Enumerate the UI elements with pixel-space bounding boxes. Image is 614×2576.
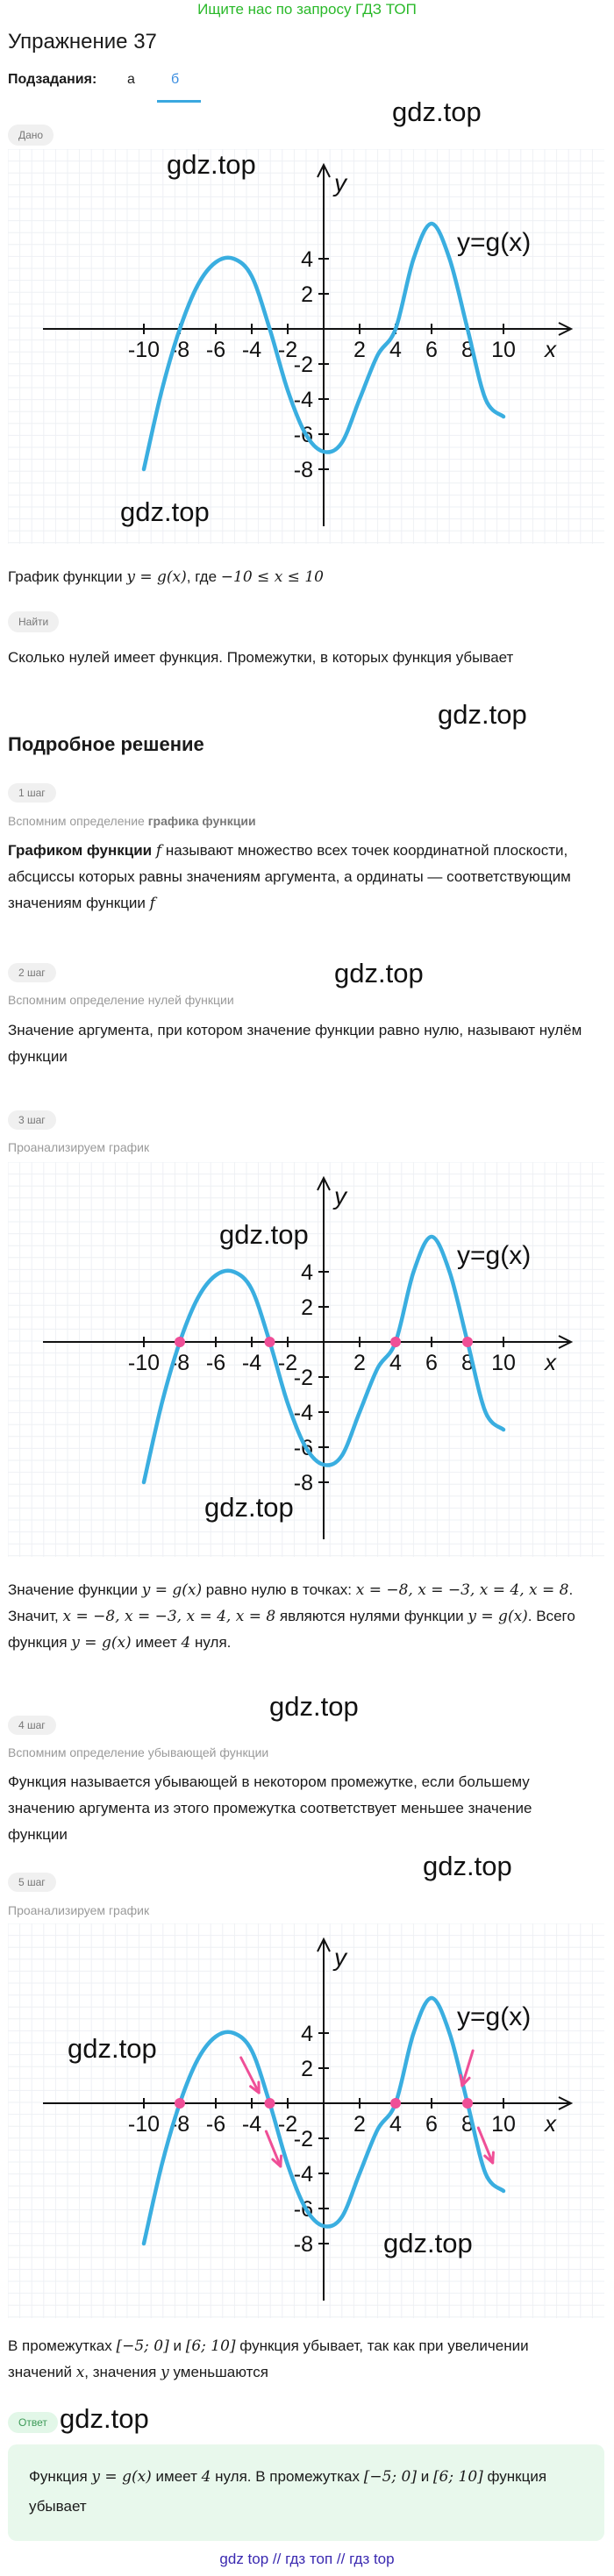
watermark: gdz.top	[167, 149, 256, 180]
function-label: y=g(x)	[457, 2002, 532, 2031]
x-tick-label: -10	[127, 1351, 161, 1375]
x-tick-label: 2	[353, 2112, 366, 2137]
watermark: gdz.top	[383, 2228, 473, 2258]
subtasks-label: Подзадания:	[8, 72, 97, 87]
watermark: gdz.top	[120, 496, 210, 527]
answer-chip: Ответ	[8, 2412, 58, 2433]
find-text: Сколько нулей имеет функция. Промежутки, в которых функция убывает	[8, 649, 514, 666]
zero-marker	[462, 2098, 473, 2109]
y-tick-label: 4	[301, 1260, 313, 1285]
step-3-hint: Проанализируем график	[8, 1140, 150, 1154]
y-tick-label: 2	[301, 2057, 313, 2081]
x-tick-label: -8	[169, 2112, 190, 2137]
step-2-text: Значение аргумента, при котором значение функции равно нулю, называют нулём функции	[8, 1022, 582, 1065]
x-tick-label: 8	[461, 338, 474, 362]
step-5-text: В промежутках [−5; 0] и [6; 10] функция убывает, так как при увеличении значений x, значения y уменьшаются	[8, 2337, 529, 2381]
graph-decreasing	[8, 1923, 604, 2318]
x-tick-label: 8	[461, 2112, 474, 2137]
step-2-hint: Вспомним определение нулей функции	[8, 993, 234, 1007]
y-tick-label: 2	[301, 282, 313, 307]
coordinate-plane	[8, 149, 604, 544]
x-tick-label: -4	[241, 2112, 262, 2137]
x-tick-label: -4	[241, 1351, 262, 1375]
y-tick-label: -2	[293, 2127, 313, 2151]
find-chip: Найти	[8, 611, 59, 632]
x-tick-label: -10	[127, 338, 161, 362]
x-axis-label: x	[545, 1349, 556, 1375]
x-tick-label: 4	[389, 2112, 402, 2137]
step-5-hint: Проанализируем график	[8, 1903, 150, 1917]
x-tick-label: -2	[277, 338, 298, 362]
x-tick-label: 8	[461, 1351, 474, 1375]
page-title: Упражнение 37	[8, 30, 157, 54]
solution-title: Подробное решение	[8, 733, 204, 755]
y-tick-label: -2	[293, 1366, 313, 1390]
watermark: gdz.top	[204, 1492, 294, 1523]
y-axis-label: y	[334, 1944, 346, 1971]
x-tick-label: -8	[169, 338, 190, 362]
zero-marker	[175, 2098, 185, 2109]
step-5-chip: 5 шаг	[8, 1873, 56, 1892]
y-axis-label: y	[334, 169, 346, 196]
x-tick-label: -6	[205, 1351, 226, 1375]
tab-subtask-b[interactable]: б	[171, 72, 180, 87]
tab-subtask-a[interactable]: а	[127, 72, 135, 87]
x-tick-label: -2	[277, 2112, 298, 2137]
x-tick-label: -2	[277, 1351, 298, 1375]
x-tick-label: 4	[389, 1351, 402, 1375]
x-tick-label: 6	[425, 338, 438, 362]
x-tick-label: -6	[205, 338, 226, 362]
y-tick-label: 2	[301, 1295, 313, 1320]
x-tick-label: 10	[491, 338, 516, 362]
watermark: gdz.top	[269, 1691, 359, 1722]
x-tick-label: -4	[241, 338, 262, 362]
x-axis-label: x	[545, 336, 556, 362]
step-3-text: Значение функции y = g(x) равно нулю в точках: x = −8, x = −3, x = 4, x = 8. Значит, x = −8, x = −3, x = 4, x = 8 являются нулями функции y = g(x). Всего функция y = g(x) имеет 4 нуля.	[8, 1581, 575, 1652]
x-tick-label: 2	[353, 338, 366, 362]
x-tick-label: -10	[127, 2112, 161, 2137]
watermark: gdz.top	[60, 2403, 149, 2434]
x-tick-label: 2	[353, 1351, 366, 1375]
step-4-chip: 4 шаг	[8, 1716, 56, 1735]
given-caption: График функции y = g(x), где −10 ≤ x ≤ 10	[8, 568, 324, 586]
x-axis-label: x	[545, 2110, 556, 2137]
watermark: gdz.top	[68, 2033, 157, 2064]
x-tick-label: 4	[389, 338, 402, 362]
graph-given	[8, 149, 604, 544]
step-1-hint: Вспомним определение графика функции	[8, 814, 256, 828]
step-3-chip: 3 шаг	[8, 1110, 56, 1130]
y-tick-label: 4	[301, 2022, 313, 2046]
y-tick-label: -8	[293, 2232, 313, 2257]
active-tab-underline	[157, 100, 201, 103]
zero-marker	[265, 1337, 275, 1347]
y-tick-label: -6	[293, 423, 313, 447]
step-1-text: Графиком функции f называют множество всех точек координатной плоскости, абсциссы которых равны значениям аргумента, а ординаты — соответствующим значениям функции f	[8, 842, 571, 912]
zero-marker	[390, 1337, 401, 1347]
top-banner[interactable]: Ищите нас по запросу ГДЗ ТОП	[197, 1, 417, 18]
y-tick-label: -6	[293, 1436, 313, 1460]
zero-marker	[175, 1337, 185, 1347]
watermark: gdz.top	[219, 1219, 309, 1250]
step-1-chip: 1 шаг	[8, 783, 56, 803]
watermark: gdz.top	[438, 699, 527, 730]
y-tick-label: -2	[293, 353, 313, 377]
x-tick-label: 6	[425, 2112, 438, 2137]
step-4-text: Функция называется убывающей в некотором промежутке, если большему значению аргумента из этого промежутка соответствует меньшее значение функции	[8, 1773, 532, 1843]
footer-links[interactable]: gdz top // гдз топ // гдз top	[219, 2551, 395, 2567]
y-tick-label: -4	[293, 2162, 313, 2187]
watermark: gdz.top	[392, 96, 482, 127]
function-label: y=g(x)	[457, 228, 532, 257]
y-tick-label: -4	[293, 388, 313, 412]
function-label: y=g(x)	[457, 1241, 532, 1270]
watermark: gdz.top	[334, 958, 424, 988]
y-tick-label: -8	[293, 1471, 313, 1495]
given-chip: Дано	[8, 125, 54, 146]
subtasks-row	[8, 72, 604, 100]
answer-box: Функция y = g(x) имеет 4 нуля. В промежутках [−5; 0] и [6; 10] функция убывает	[8, 2444, 604, 2541]
zero-marker	[390, 2098, 401, 2109]
x-tick-label: 10	[491, 2112, 516, 2137]
step-2-chip: 2 шаг	[8, 963, 56, 982]
x-tick-label: 10	[491, 1351, 516, 1375]
zero-marker	[462, 1337, 473, 1347]
y-tick-label: -8	[293, 458, 313, 482]
x-tick-label: 6	[425, 1351, 438, 1375]
y-axis-label: y	[334, 1182, 346, 1210]
y-tick-label: -4	[293, 1401, 313, 1425]
y-tick-label: -6	[293, 2197, 313, 2222]
zero-marker	[265, 2098, 275, 2109]
coordinate-plane	[8, 1923, 604, 2318]
x-tick-label: -6	[205, 2112, 226, 2137]
y-tick-label: 4	[301, 247, 313, 272]
watermark: gdz.top	[423, 1851, 512, 1881]
step-4-hint: Вспомним определение убывающей функции	[8, 1745, 269, 1759]
x-tick-label: -8	[169, 1351, 190, 1375]
